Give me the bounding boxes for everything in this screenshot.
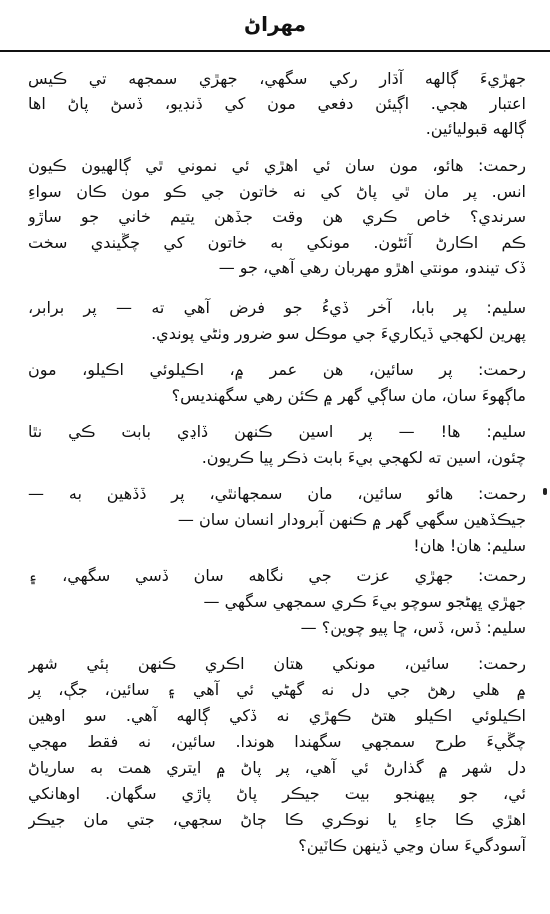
text-line: سرندي؟ خاص ڪري هن وقت جڏهن يتيم خاني جو ساڙو bbox=[28, 207, 526, 226]
text-line: ماڳهوءَ سان، مان ساڳي گهر ۾ ڪئن رهي سگهنديس؟ bbox=[171, 386, 526, 405]
text-line: ڳالهه قبوليائين. bbox=[425, 119, 526, 138]
text-line: ڪم اڪارڻ آئڻون. مونکي به خاتون کي چڱيندي سخت bbox=[28, 233, 526, 252]
text-line: پهرين لکهجي ڏيکاريءَ جي موڪل سو ضرور وٺڻي پوندي. bbox=[151, 324, 526, 343]
text-line: رحمت: هائو سائين، مان سمجهانٿي، پر ڏڏهين به — bbox=[28, 484, 526, 503]
text-line: اڪيلوئي اڪيلو هتڻ ڪهڙي نه ڏکي ڳالهه آهي. سو اوهين bbox=[28, 706, 526, 725]
text-line: سليم: ڏس، ڏس، ڇا پيو چوين؟ — bbox=[300, 618, 526, 637]
text-line: چئون، اسين ته لکهجي بيءَ بابت ذڪر پيا ڪريون. bbox=[201, 448, 526, 467]
text-line: اهڙي ڪا جاءِ يا نوڪري ڪا ڄاڻ سجهي، جتي مان جيڪر bbox=[28, 810, 526, 829]
text-line: سليم: پر بابا، آخر ڏيءُ جو فرض آهي ته — پر برابر، bbox=[28, 298, 526, 317]
text-line: رحمت: سائين، مونکي هتان اڪري ڪنهن ٻئي شهر bbox=[28, 654, 526, 673]
text-line: چڱيءَ طرح سمجهي سگهندا هوندا. سائين، نه فقط مهجي bbox=[28, 732, 526, 751]
text-line: ئي، جو پيهنجو بيت جيڪر پاڻ پاڙي سگهان. اوهانکي bbox=[28, 784, 526, 803]
text-line: سليم: ها! — پر اسين ڪنهن ڏاڍي بابت ڪي نٿا bbox=[28, 422, 526, 441]
text-line: آسودگيءَ سان وڃي ڏينهن ڪاٽين؟ bbox=[298, 836, 526, 855]
text-line: جهڙي ڀهڻجو سوچو بيءَ ڪري سمجهي سگهي — bbox=[203, 592, 526, 611]
margin-ink-mark bbox=[543, 488, 547, 495]
text-line: رحمت: پر سائين، هن عمر ۾، اڪيلوئي اڪيلو، مون bbox=[28, 360, 526, 379]
text-line: ۾ هلي رهڻ جي دل نه گهڻي ئي آهي ۽ سائين، جڳ، پر bbox=[28, 680, 526, 699]
text-line: رحمت: هائو، مون سان ئي اهڙي ئي نموني ٿي ڳالهيون ڪيون bbox=[28, 156, 526, 175]
text-line: اعتبار هجي. اڳيئن دفعي مون کي ڏنڊيو، ڏسڻ پاڻ اها bbox=[28, 94, 526, 113]
text-line: رحمت: جهڙي عزت جي نگاهه سان ڏسي سگهي، ۽ bbox=[28, 566, 526, 585]
page-header-title: مهراڻ bbox=[244, 12, 306, 36]
text-line: جهڙيءَ ڳالهه آڌار رکي سگهي، جهڙي سمجهه تي ڪيس bbox=[28, 69, 526, 88]
text-line: دل شهر ۾ گذارڻ ئي آهي، پر پاڻ ۾ ايتري همت به سارياڻ bbox=[28, 758, 526, 777]
text-line: انس. پر مان ٿي پاڻ کي نه خاتون جي ڪو مون ڪان سواءِ bbox=[28, 182, 526, 201]
text-line: جيڪڏهين سگهي گهر ۾ ڪنهن آبرودار انسان سان — bbox=[177, 510, 526, 529]
text-line: ڏک تيندو، مونتي اهڙو مهربان رهي آهي، جو — bbox=[218, 258, 526, 277]
text-line: سليم: هان! هان! bbox=[413, 536, 526, 555]
header-rule bbox=[0, 50, 550, 52]
